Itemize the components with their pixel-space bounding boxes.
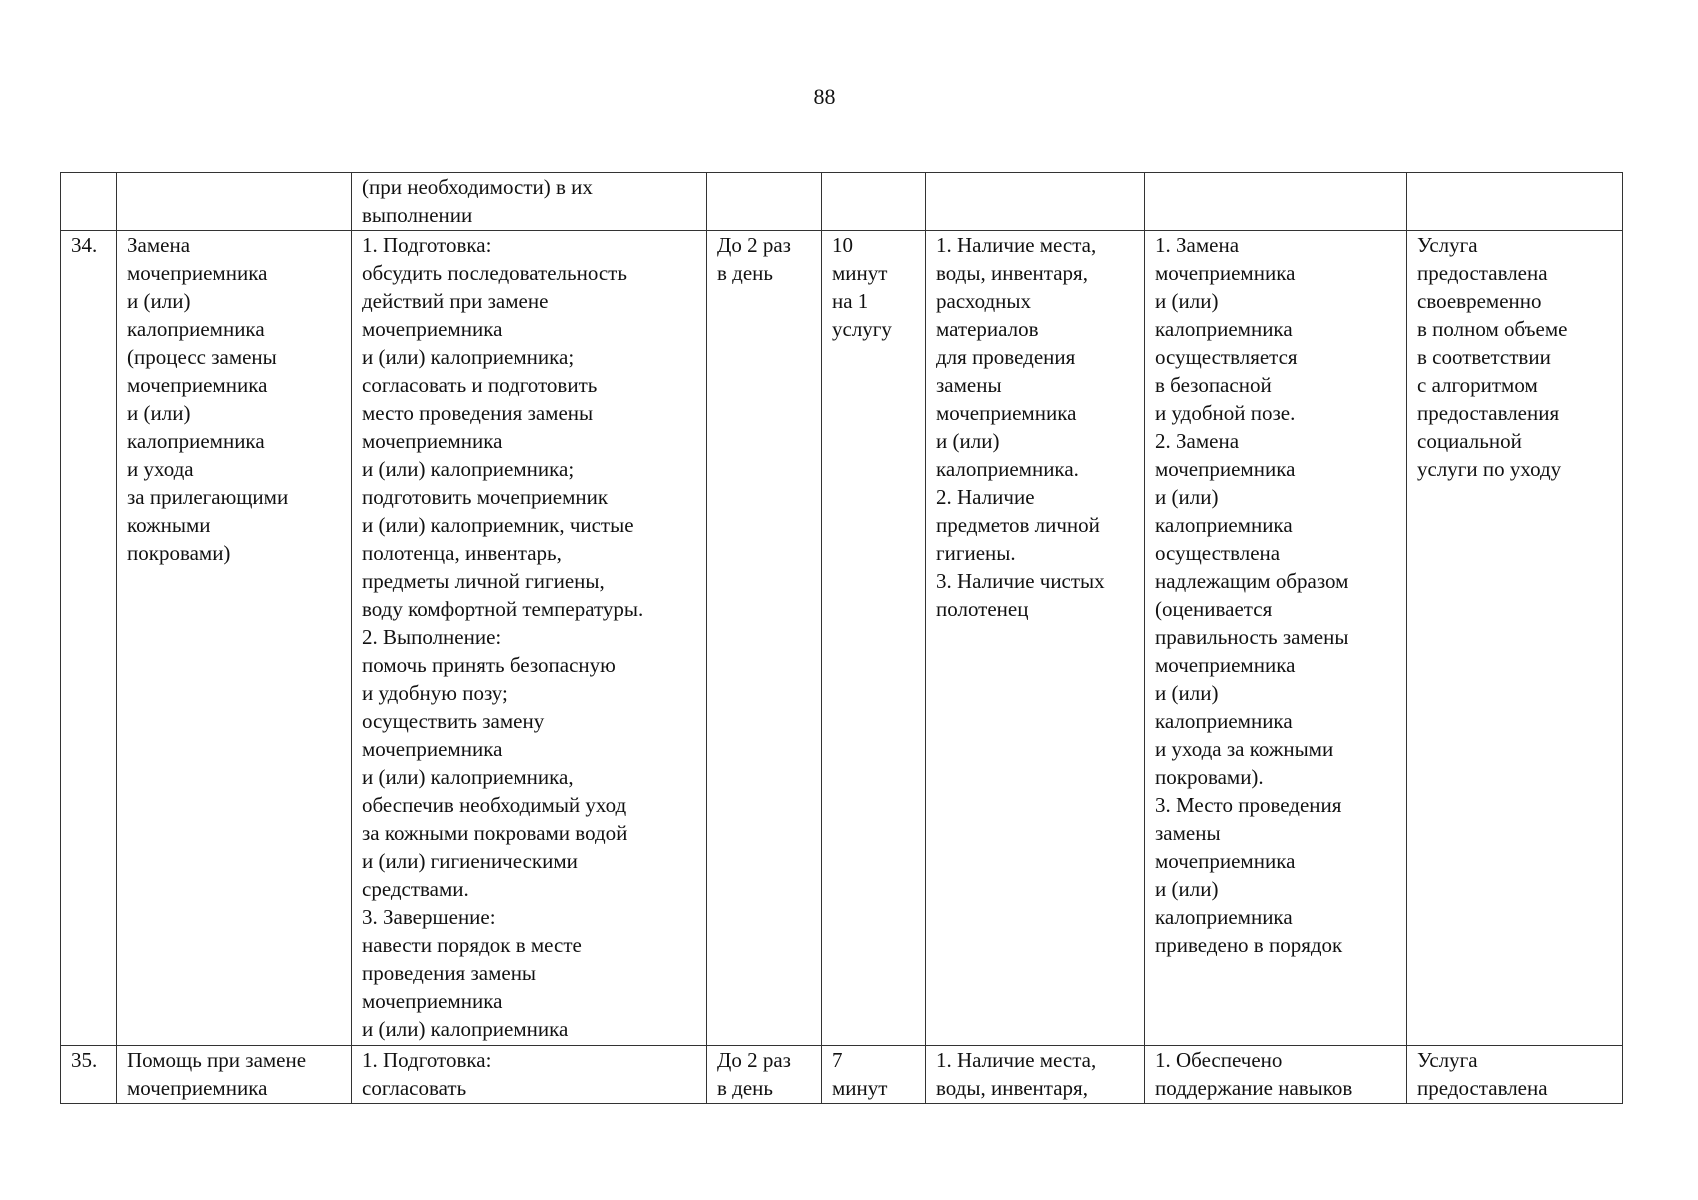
table-row-35 xyxy=(61,1046,1623,1104)
cell-description: 1. Подготовка: обсудить последовательность действий при замене мочеприемника и (или) калоприемника; согласовать и подготовить место проведения замены мочеприемника и (или) калоприемника; подготовить мочеприемник и (или) калоприемник, чистые полотенца, инвентарь, предметы личной гигиены, воду комфортной температуры. 2. Выполнение: помочь принять безопасную и удобную позу; осуществить замену мочеприемника и (или) калоприемника, обеспечив необходимый уход за кожными покровами водой и (или) гигиеническими средствами. 3. Завершение: навести порядок в месте проведения замены мочеприемника и (или) калоприемника xyxy=(352,231,707,1046)
cell-evaluation: Услуга предоставлена своевременно в полном объеме в соответствии с алгоритмом предоставления социальной услуги по уходу xyxy=(1407,231,1623,1046)
cell-service-name: Помощь при замене мочеприемника xyxy=(117,1046,352,1104)
cell-number xyxy=(61,173,117,231)
table-row-continuation xyxy=(61,173,1623,231)
cell-number: 35. xyxy=(61,1046,117,1104)
cell-service-name xyxy=(117,173,352,231)
cell-evaluation: Услуга предоставлена xyxy=(1407,1046,1623,1104)
cell-service-name: Замена мочеприемника и (или) калоприемника (процесс замены мочеприемника и (или) калоприемника и ухода за прилегающими кожными покровами) xyxy=(117,231,352,1046)
cell-conditions xyxy=(926,173,1145,231)
cell-description: 1. Подготовка: согласовать xyxy=(352,1046,707,1104)
cell-frequency: До 2 раз в день xyxy=(707,231,822,1046)
cell-duration: 7 минут xyxy=(822,1046,926,1104)
service-table xyxy=(60,172,1623,1104)
cell-conditions: 1. Наличие места, воды, инвентаря, xyxy=(926,1046,1145,1104)
cell-duration: 10 минут на 1 услугу xyxy=(822,231,926,1046)
cell-duration xyxy=(822,173,926,231)
cell-conditions: 1. Наличие места, воды, инвентаря, расходных материалов для проведения замены мочеприемника и (или) калоприемника. 2. Наличие предметов личной гигиены. 3. Наличие чистых полотенец xyxy=(926,231,1145,1046)
page-number: 88 xyxy=(813,84,836,109)
cell-quality-indicators: 1. Обеспечено поддержание навыков xyxy=(1145,1046,1407,1104)
table-row-34 xyxy=(61,231,1623,1046)
cell-frequency xyxy=(707,173,822,231)
cell-number: 34. xyxy=(61,231,117,1046)
cell-evaluation xyxy=(1407,173,1623,231)
cell-description: (при необходимости) в их выполнении xyxy=(352,173,707,231)
cell-quality-indicators: 1. Замена мочеприемника и (или) калоприемника осуществляется в безопасной и удобной позе. 2. Замена мочеприемника и (или) калоприемника осуществлена надлежащим образом (оценивается правильность замены мочеприемника и (или) калоприемника и ухода за кожными покровами). 3. Место проведения замены мочеприемника и (или) калоприемника приведено в порядок xyxy=(1145,231,1407,1046)
cell-quality-indicators xyxy=(1145,173,1407,231)
cell-frequency: До 2 раз в день xyxy=(707,1046,822,1104)
